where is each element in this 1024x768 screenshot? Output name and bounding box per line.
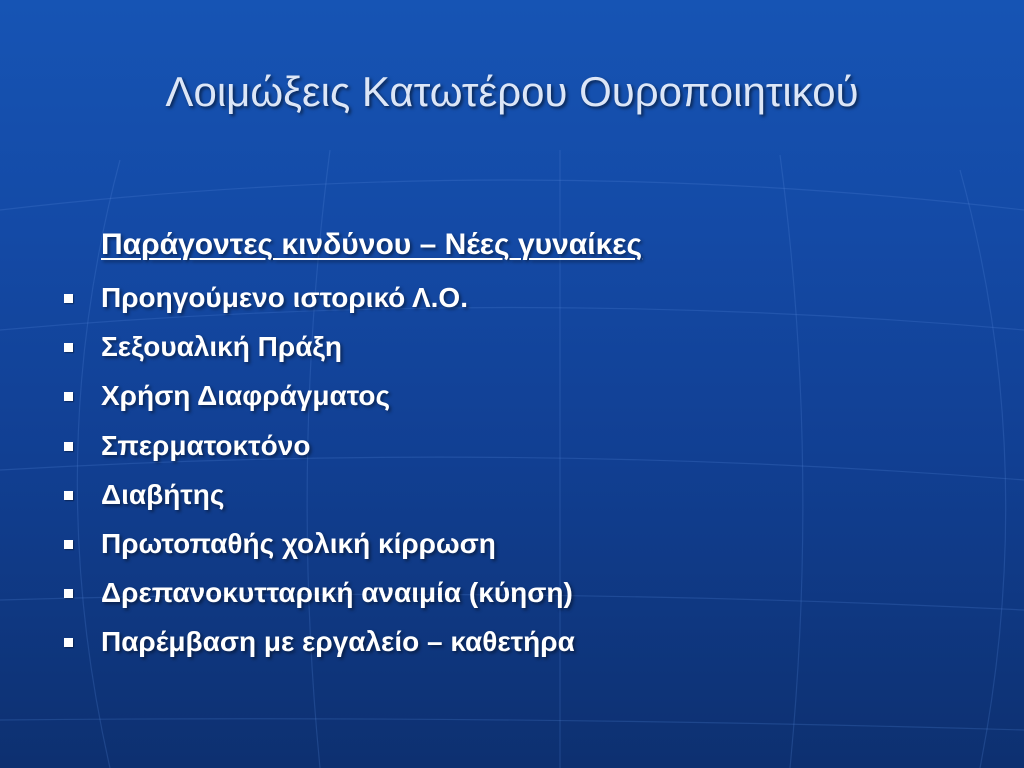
- list-item: [0, 278, 575, 327]
- list-item-text: Δρεπανοκυτταρική αναιμία (κύηση): [101, 577, 573, 609]
- square-bullet-icon: [64, 442, 73, 451]
- list-item-text: Παρέμβαση με εργαλείο – καθετήρα: [101, 626, 575, 658]
- list-item: [0, 475, 575, 524]
- square-bullet-icon: [64, 491, 73, 500]
- list-item: [0, 622, 575, 671]
- square-bullet-icon: [64, 392, 73, 401]
- list-item-text: Πρωτοπαθής χολική κίρρωση: [101, 527, 496, 559]
- risk-factors-heading: Παράγοντες κινδύνου – Νέες γυναίκες: [101, 228, 643, 261]
- list-item: [0, 426, 575, 475]
- square-bullet-icon: [64, 343, 73, 352]
- list-item: [0, 327, 575, 376]
- list-item: [0, 573, 575, 622]
- list-item-text: Σεξουαλική Πράξη: [101, 331, 343, 363]
- square-bullet-icon: [64, 540, 73, 549]
- list-item-text: Χρήση Διαφράγματος: [101, 380, 391, 412]
- square-bullet-icon: [64, 294, 73, 303]
- risk-factor-list: [0, 278, 575, 672]
- list-item: [0, 524, 575, 573]
- list-item: [0, 376, 575, 425]
- list-item-text: Σπερματοκτόνο: [101, 429, 311, 461]
- list-item-text: Προηγούμενο ιστορικό Λ.Ο.: [101, 282, 468, 313]
- slide-title: Λοιμώξεις Κατωτέρου Ουροποιητικού: [165, 68, 859, 115]
- square-bullet-icon: [64, 638, 73, 647]
- square-bullet-icon: [64, 589, 73, 598]
- list-item-text: Διαβήτης: [101, 478, 225, 510]
